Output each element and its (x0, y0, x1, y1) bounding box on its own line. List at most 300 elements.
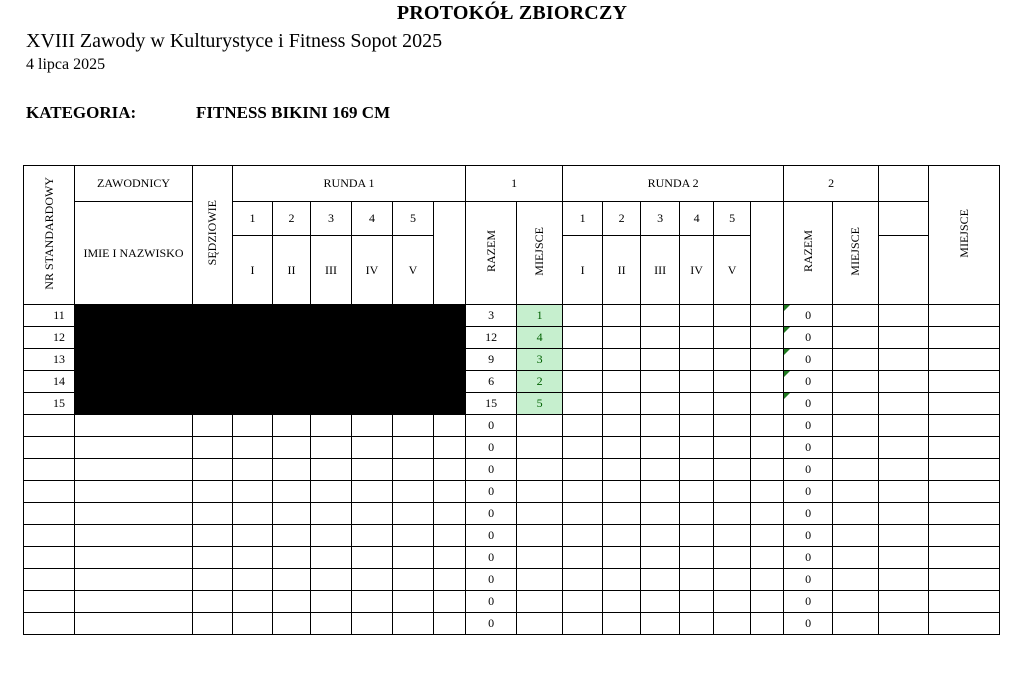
r2-score-cell (680, 481, 714, 503)
spare-cell (879, 591, 929, 613)
r2-sum-value: 0 (805, 616, 812, 630)
table-row (24, 481, 1000, 503)
nr-cell: 13 (24, 349, 75, 371)
r2-spare-cell (751, 415, 784, 437)
r1-spare-cell (434, 547, 466, 569)
r1-judge-roman-2: II (273, 236, 311, 305)
judges-cell (193, 415, 233, 437)
r1-sum-cell: 9 (466, 349, 517, 371)
r1-score-cell (273, 591, 311, 613)
event-name: XVIII Zawody w Kulturystyce i Fitness Sopot 2025 (26, 30, 443, 52)
r2-spare-cell (751, 481, 784, 503)
table-row (24, 569, 1000, 591)
spare-cell (879, 393, 929, 415)
r1-score-cell (233, 437, 273, 459)
final-place-cell (929, 503, 1000, 525)
r1-sum-cell: 0 (466, 613, 517, 635)
name-header: IMIE I NAZWISKO (75, 202, 193, 305)
r1-score-cell (393, 613, 434, 635)
r2-place-cell (833, 349, 879, 371)
r2-score-cell (603, 349, 641, 371)
r1-judge-roman-5: V (393, 236, 434, 305)
final-place-cell (929, 437, 1000, 459)
judges-cell (193, 437, 233, 459)
r1-score-cell (311, 415, 352, 437)
r1-place-cell: 5 (517, 393, 563, 415)
nr-cell: 12 (24, 327, 75, 349)
spare-cell (879, 481, 929, 503)
r2-score-cell (680, 547, 714, 569)
r1-spare-cell (434, 591, 466, 613)
table-row (24, 437, 1000, 459)
r1-spare-cell (434, 569, 466, 591)
r2-judge-num-4: 4 (680, 202, 714, 236)
r1-score-cell (273, 437, 311, 459)
r1-place-cell (517, 437, 563, 459)
r2-score-cell (641, 459, 680, 481)
r2-sum-value: 0 (805, 396, 812, 410)
r1-sum-cell: 0 (466, 547, 517, 569)
r2-score-cell (714, 393, 751, 415)
spare-cell (879, 613, 929, 635)
r2-score-cell (714, 305, 751, 327)
r1-score-cell (233, 415, 273, 437)
r2-sum-cell (784, 503, 833, 525)
judges-cell (193, 481, 233, 503)
r1-score-cell (393, 415, 434, 437)
r1-score-cell (233, 503, 273, 525)
r2-sum-cell (784, 393, 833, 415)
r1-score-cell (393, 525, 434, 547)
r2-spare-cell (751, 327, 784, 349)
r2-score-cell (680, 305, 714, 327)
r2-score-cell (680, 591, 714, 613)
r2-score-cell (563, 547, 603, 569)
r2-score-cell (563, 613, 603, 635)
nr-cell (24, 459, 75, 481)
spare-cell (879, 547, 929, 569)
name-cell (75, 613, 193, 635)
r1-place-cell (517, 613, 563, 635)
r2-place-cell (833, 481, 879, 503)
r2-score-cell (714, 459, 751, 481)
r2-score-cell (563, 525, 603, 547)
r2-place-cell (833, 415, 879, 437)
nr-cell (24, 437, 75, 459)
r2-sum-value: 0 (805, 440, 812, 454)
r2-spare-cell (751, 393, 784, 415)
r2-score-cell (603, 327, 641, 349)
r2-sum-value: 0 (805, 484, 812, 498)
r2-score-cell (641, 393, 680, 415)
r1-place-cell (517, 459, 563, 481)
table-row (24, 503, 1000, 525)
r1-score-cell (273, 525, 311, 547)
r2-sum-value: 0 (805, 594, 812, 608)
r2-sum-value: 0 (805, 572, 812, 586)
r1-score-cell (233, 591, 273, 613)
r1-score-cell (352, 591, 393, 613)
r2-score-cell (603, 481, 641, 503)
r2-spare-cell (751, 503, 784, 525)
r2-score-cell (714, 613, 751, 635)
r2-score-cell (680, 415, 714, 437)
r2-spare-cell (751, 371, 784, 393)
name-cell (75, 481, 193, 503)
r2-score-cell (680, 525, 714, 547)
spare-cell (879, 305, 929, 327)
r2-score-cell (714, 591, 751, 613)
r1-sum-cell: 12 (466, 327, 517, 349)
r1-score-cell (233, 525, 273, 547)
redacted-block (75, 305, 466, 415)
category-value: FITNESS BIKINI 169 CM (196, 103, 391, 122)
r2-sum-cell (784, 305, 833, 327)
r2-sum-value: 0 (805, 550, 812, 564)
table-row (24, 525, 1000, 547)
judges-cell (193, 525, 233, 547)
judges-header: SĘDZIOWIE (193, 166, 233, 305)
name-cell (75, 437, 193, 459)
r1-spare-cell (434, 459, 466, 481)
r2-score-cell (563, 459, 603, 481)
final-place-cell (929, 393, 1000, 415)
r1-sum-cell: 0 (466, 481, 517, 503)
r2-score-cell (680, 437, 714, 459)
round2-header: RUNDA 2 (563, 166, 784, 202)
r1-judge-num-5: 5 (393, 202, 434, 236)
r1-place-cell: 4 (517, 327, 563, 349)
r1-sum-cell: 0 (466, 459, 517, 481)
competitors-header: ZAWODNICY (75, 166, 193, 202)
r2-score-cell (641, 437, 680, 459)
results-table (23, 165, 1000, 635)
r1-spare-col-header (434, 202, 466, 305)
final-place-header: MIEJSCE (929, 166, 1000, 305)
r2-score-cell (603, 371, 641, 393)
category-label: KATEGORIA: (26, 103, 137, 122)
r1-sum-cell: 0 (466, 437, 517, 459)
r2-score-cell (714, 349, 751, 371)
r2-score-cell (563, 327, 603, 349)
r1-score-cell (352, 569, 393, 591)
r1-place-cell: 2 (517, 371, 563, 393)
r2-spare-cell (751, 591, 784, 613)
r1-score-cell (393, 481, 434, 503)
r1-score-cell (233, 459, 273, 481)
r2-score-cell (714, 547, 751, 569)
r2-score-cell (603, 415, 641, 437)
r2-score-cell (641, 415, 680, 437)
r2-score-cell (563, 371, 603, 393)
r2-score-cell (680, 459, 714, 481)
table-row (24, 459, 1000, 481)
nr-cell: 14 (24, 371, 75, 393)
r1-score-cell (273, 415, 311, 437)
r1-place-cell (517, 503, 563, 525)
r2-sum-cell (784, 371, 833, 393)
event-date: 4 lipca 2025 (26, 56, 106, 73)
r2-score-cell (603, 613, 641, 635)
spare-header-cell (879, 166, 929, 202)
judges-cell (193, 547, 233, 569)
r1-sum-cell: 0 (466, 525, 517, 547)
name-cell (75, 459, 193, 481)
round1-header: RUNDA 1 (233, 166, 466, 202)
final-place-cell (929, 349, 1000, 371)
r1-score-cell (233, 569, 273, 591)
judges-cell (193, 503, 233, 525)
r1-score-cell (311, 459, 352, 481)
r1-score-cell (273, 481, 311, 503)
r2-spare-cell (751, 569, 784, 591)
r2-judge-roman-2: II (603, 236, 641, 305)
r2-score-cell (714, 503, 751, 525)
r2-judge-num-5: 5 (714, 202, 751, 236)
r2-place-cell (833, 305, 879, 327)
final-place-cell (929, 459, 1000, 481)
r2-score-cell (714, 371, 751, 393)
r1-sum-cell: 3 (466, 305, 517, 327)
judges-cell (193, 569, 233, 591)
judges-cell (193, 591, 233, 613)
r2-score-cell (641, 327, 680, 349)
r2-score-cell (680, 349, 714, 371)
r2-sum-cell (784, 591, 833, 613)
r2-score-cell (563, 393, 603, 415)
spare-cell (879, 437, 929, 459)
r2-sum-value: 0 (805, 506, 812, 520)
r1-score-cell (352, 481, 393, 503)
r2-score-cell (641, 525, 680, 547)
r2-place-cell (833, 547, 879, 569)
r2-score-cell (603, 437, 641, 459)
final-place-cell (929, 591, 1000, 613)
r1-score-cell (352, 459, 393, 481)
r2-place-cell (833, 393, 879, 415)
r1-sum-cell: 6 (466, 371, 517, 393)
r2-score-cell (714, 327, 751, 349)
spare-cell (879, 459, 929, 481)
r2-spare-cell (751, 349, 784, 371)
r2-score-cell (603, 525, 641, 547)
r1-spare-cell (434, 481, 466, 503)
r2-spare-cell (751, 459, 784, 481)
r1-score-cell (311, 591, 352, 613)
r2-place-header: MIEJSCE (833, 202, 879, 305)
r1-place-cell (517, 591, 563, 613)
r2-spare-cell (751, 613, 784, 635)
r2-score-cell (563, 349, 603, 371)
r1-score-cell (311, 547, 352, 569)
r2-sum-cell (784, 569, 833, 591)
r2-score-cell (680, 327, 714, 349)
r2-score-cell (714, 569, 751, 591)
r1-score-cell (311, 613, 352, 635)
nr-cell (24, 415, 75, 437)
r2-score-cell (603, 503, 641, 525)
r1-sum-cell: 0 (466, 569, 517, 591)
r1-sum-cell: 15 (466, 393, 517, 415)
comment-marker-icon (784, 349, 790, 355)
r2-judge-roman-1: I (563, 236, 603, 305)
r2-score-cell (641, 305, 680, 327)
r1-place-cell (517, 569, 563, 591)
r1-score-cell (311, 481, 352, 503)
r1-place-cell (517, 525, 563, 547)
r2-score-cell (563, 437, 603, 459)
final-place-cell (929, 481, 1000, 503)
r1-score-cell (352, 503, 393, 525)
nr-cell (24, 613, 75, 635)
r1-score-cell (273, 547, 311, 569)
r2-place-cell (833, 437, 879, 459)
table-row (24, 547, 1000, 569)
r2-score-cell (641, 591, 680, 613)
r1-spare-cell (434, 437, 466, 459)
r2-judge-num-3: 3 (641, 202, 680, 236)
r2-score-cell (680, 371, 714, 393)
r1-score-cell (352, 415, 393, 437)
r2-sum-header: RAZEM (784, 202, 833, 305)
r2-spare-cell (751, 547, 784, 569)
r2-sum-cell (784, 481, 833, 503)
r1-place-header: MIEJSCE (517, 202, 563, 305)
r2-sum-cell (784, 437, 833, 459)
r1-sum-cell: 0 (466, 415, 517, 437)
r1-score-cell (311, 437, 352, 459)
nr-header: NR STANDARDOWY (24, 166, 75, 305)
r1-place-cell (517, 415, 563, 437)
nr-cell: 11 (24, 305, 75, 327)
r1-score-cell (233, 481, 273, 503)
r1-score-cell (273, 613, 311, 635)
final-place-cell (929, 327, 1000, 349)
nr-cell: 15 (24, 393, 75, 415)
r2-score-cell (603, 305, 641, 327)
r2-sum-value: 0 (805, 462, 812, 476)
nr-cell (24, 525, 75, 547)
name-cell (75, 547, 193, 569)
r1-score-cell (393, 437, 434, 459)
r2-place-cell (833, 525, 879, 547)
r1-judge-num-3: 3 (311, 202, 352, 236)
r2-sum-value: 0 (805, 330, 812, 344)
r2-score-cell (641, 481, 680, 503)
r2-score-cell (641, 349, 680, 371)
r2-score-cell (641, 569, 680, 591)
nr-cell (24, 481, 75, 503)
nr-cell (24, 569, 75, 591)
spare-header-cell (879, 236, 929, 305)
table-row (24, 613, 1000, 635)
r2-sum-cell (784, 459, 833, 481)
table-row (24, 591, 1000, 613)
r1-place-cell: 1 (517, 305, 563, 327)
r2-score-cell (641, 547, 680, 569)
r1-score-cell (273, 569, 311, 591)
r1-score-cell (393, 569, 434, 591)
r1-score-cell (273, 459, 311, 481)
r2-score-cell (641, 371, 680, 393)
r1-score-cell (352, 613, 393, 635)
r2-place-cell (833, 327, 879, 349)
r1-score-cell (393, 547, 434, 569)
r1-score-cell (233, 613, 273, 635)
r2-score-cell (563, 569, 603, 591)
r1-spare-cell (434, 525, 466, 547)
r2-score-cell (603, 569, 641, 591)
name-cell (75, 591, 193, 613)
r2-sum-cell (784, 525, 833, 547)
r1-place-cell (517, 547, 563, 569)
comment-marker-icon (784, 305, 790, 311)
r1-score-cell (352, 525, 393, 547)
spare-cell (879, 327, 929, 349)
r1-score-cell (393, 503, 434, 525)
r2-sum-cell (784, 349, 833, 371)
r1-sum-cell: 0 (466, 591, 517, 613)
r2-score-cell (680, 503, 714, 525)
r2-sum-value: 0 (805, 352, 812, 366)
table-row (24, 305, 1000, 327)
r2-sum-cell (784, 613, 833, 635)
r2-score-cell (680, 613, 714, 635)
spare-cell (879, 525, 929, 547)
r2-place-cell (833, 503, 879, 525)
r2-place-cell (833, 371, 879, 393)
table-row (24, 415, 1000, 437)
r2-judge-roman-3: III (641, 236, 680, 305)
r1-score-cell (352, 437, 393, 459)
r2-score-cell (563, 415, 603, 437)
r2-score-cell (603, 547, 641, 569)
r2-sum-cell (784, 327, 833, 349)
r1-judge-roman-4: IV (352, 236, 393, 305)
r1-place-cell (517, 481, 563, 503)
r1-spare-cell (434, 503, 466, 525)
r2-spare-cell (751, 305, 784, 327)
final-place-cell (929, 569, 1000, 591)
nr-cell (24, 503, 75, 525)
r1-score-cell (273, 503, 311, 525)
final-place-cell (929, 547, 1000, 569)
r2-score-cell (603, 591, 641, 613)
r2-judge-num-1: 1 (563, 202, 603, 236)
r2-sum-value: 0 (805, 374, 812, 388)
r1-place-cell: 3 (517, 349, 563, 371)
r1-score-cell (393, 591, 434, 613)
final-place-cell (929, 371, 1000, 393)
r2-sum-cell (784, 547, 833, 569)
r2-place-cell (833, 591, 879, 613)
r2-spare-col-header (751, 202, 784, 305)
spare-cell (879, 503, 929, 525)
spare-cell (879, 569, 929, 591)
r2-score-cell (563, 305, 603, 327)
name-cell (75, 415, 193, 437)
r2-sum-value: 0 (805, 418, 812, 432)
judges-cell (193, 459, 233, 481)
comment-marker-icon (784, 371, 790, 377)
spare-cell (879, 349, 929, 371)
r2-score-cell (714, 525, 751, 547)
r2-sum-value: 0 (805, 528, 812, 542)
r2-score-cell (641, 613, 680, 635)
final-place-cell (929, 525, 1000, 547)
name-cell (75, 569, 193, 591)
comment-marker-icon (784, 393, 790, 399)
